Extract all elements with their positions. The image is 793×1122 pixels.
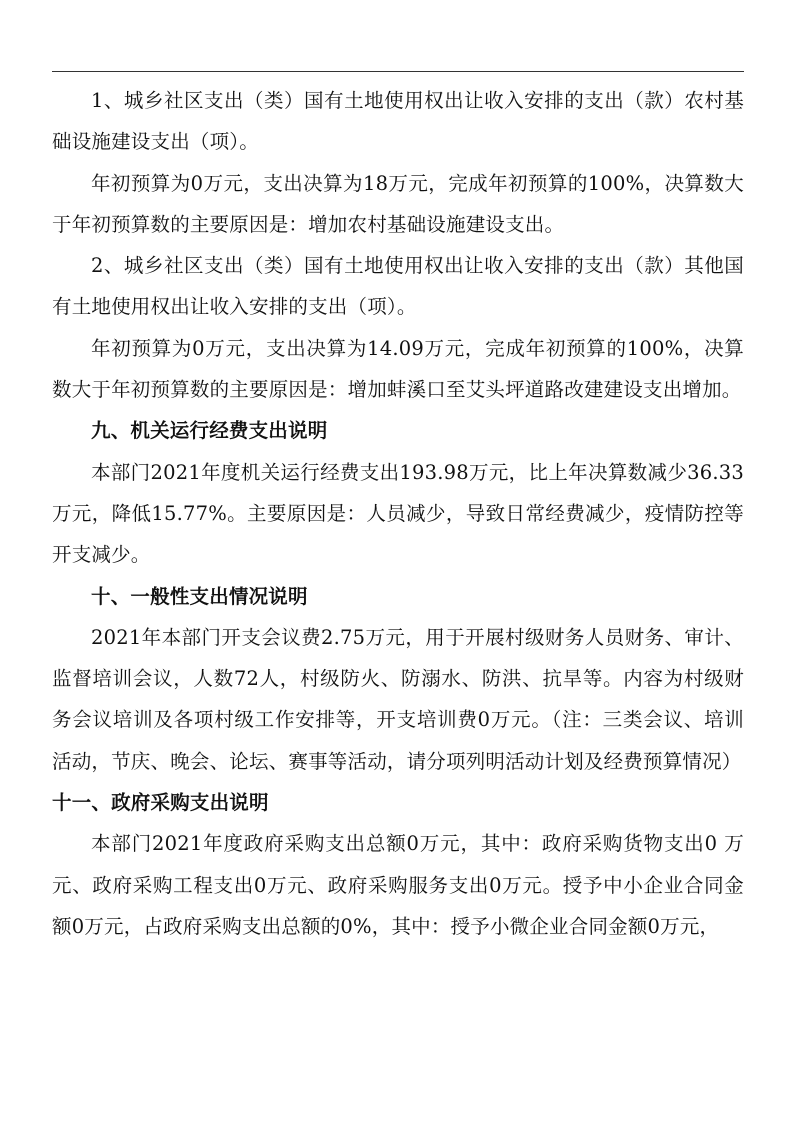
document-body <box>52 80 744 947</box>
paragraph-item-2-detail: 年初预算为0万元，支出决算为14.09万元，完成年初预算的100%，决算数大于年初预算数的主要原因是：增加蚌溪口至艾头坪道路改建建设支出增加。 <box>52 336 744 402</box>
section-heading-11: 十一、政府采购支出说明 <box>52 791 269 815</box>
paragraph-procurement: 本部门2021年度政府采购支出总额0万元，其中：政府采购货物支出0 万元、政府采购工程支出0万元、政府采购服务支出0万元。授予中小企业合同金额0万元，占政府采购支出总额的0%，其中：授予小微企业合同金额0万元， <box>52 832 744 938</box>
paragraph-item-1-detail: 年初预算为0万元，支出决算为18万元，完成年初预算的100%，决算数大于年初预算数的主要原因是：增加农村基础设施建设支出。 <box>52 171 744 236</box>
paragraph-item-1: 1、城乡社区支出（类）国有土地使用权出让收入安排的支出（款）农村基础设施建设支出（项）。 <box>52 89 744 154</box>
paragraph-item-2: 2、城乡社区支出（类）国有土地使用权出让收入安排的支出（款）其他国有土地使用权出让收入安排的支出（项）。 <box>52 254 744 319</box>
section-heading-9: 九、机关运行经费支出说明 <box>91 419 328 443</box>
header-rule <box>52 71 744 72</box>
paragraph-operating-expenses: 本部门2021年度机关运行经费支出193.98万元，比上年决算数减少36.33万元，降低15.77%。主要原因是：人员减少，导致日常经费减少，疫情防控等开支减少。 <box>52 460 744 567</box>
paragraph-general-expenses: 2021年本部门开支会议费2.75万元，用于开展村级财务人员财务、审计、监督培训会议，人数72人，村级防火、防溺水、防洪、抗旱等。内容为村级财务会议培训及各项村级工作安排等，开支培训费0万元。（注：三类会议、培训活动，节庆、晚会、论坛、赛事等活动，请分项列明活动计划及经费预算情况） <box>52 625 744 773</box>
section-heading-10: 十、一般性支出情况说明 <box>91 584 308 608</box>
